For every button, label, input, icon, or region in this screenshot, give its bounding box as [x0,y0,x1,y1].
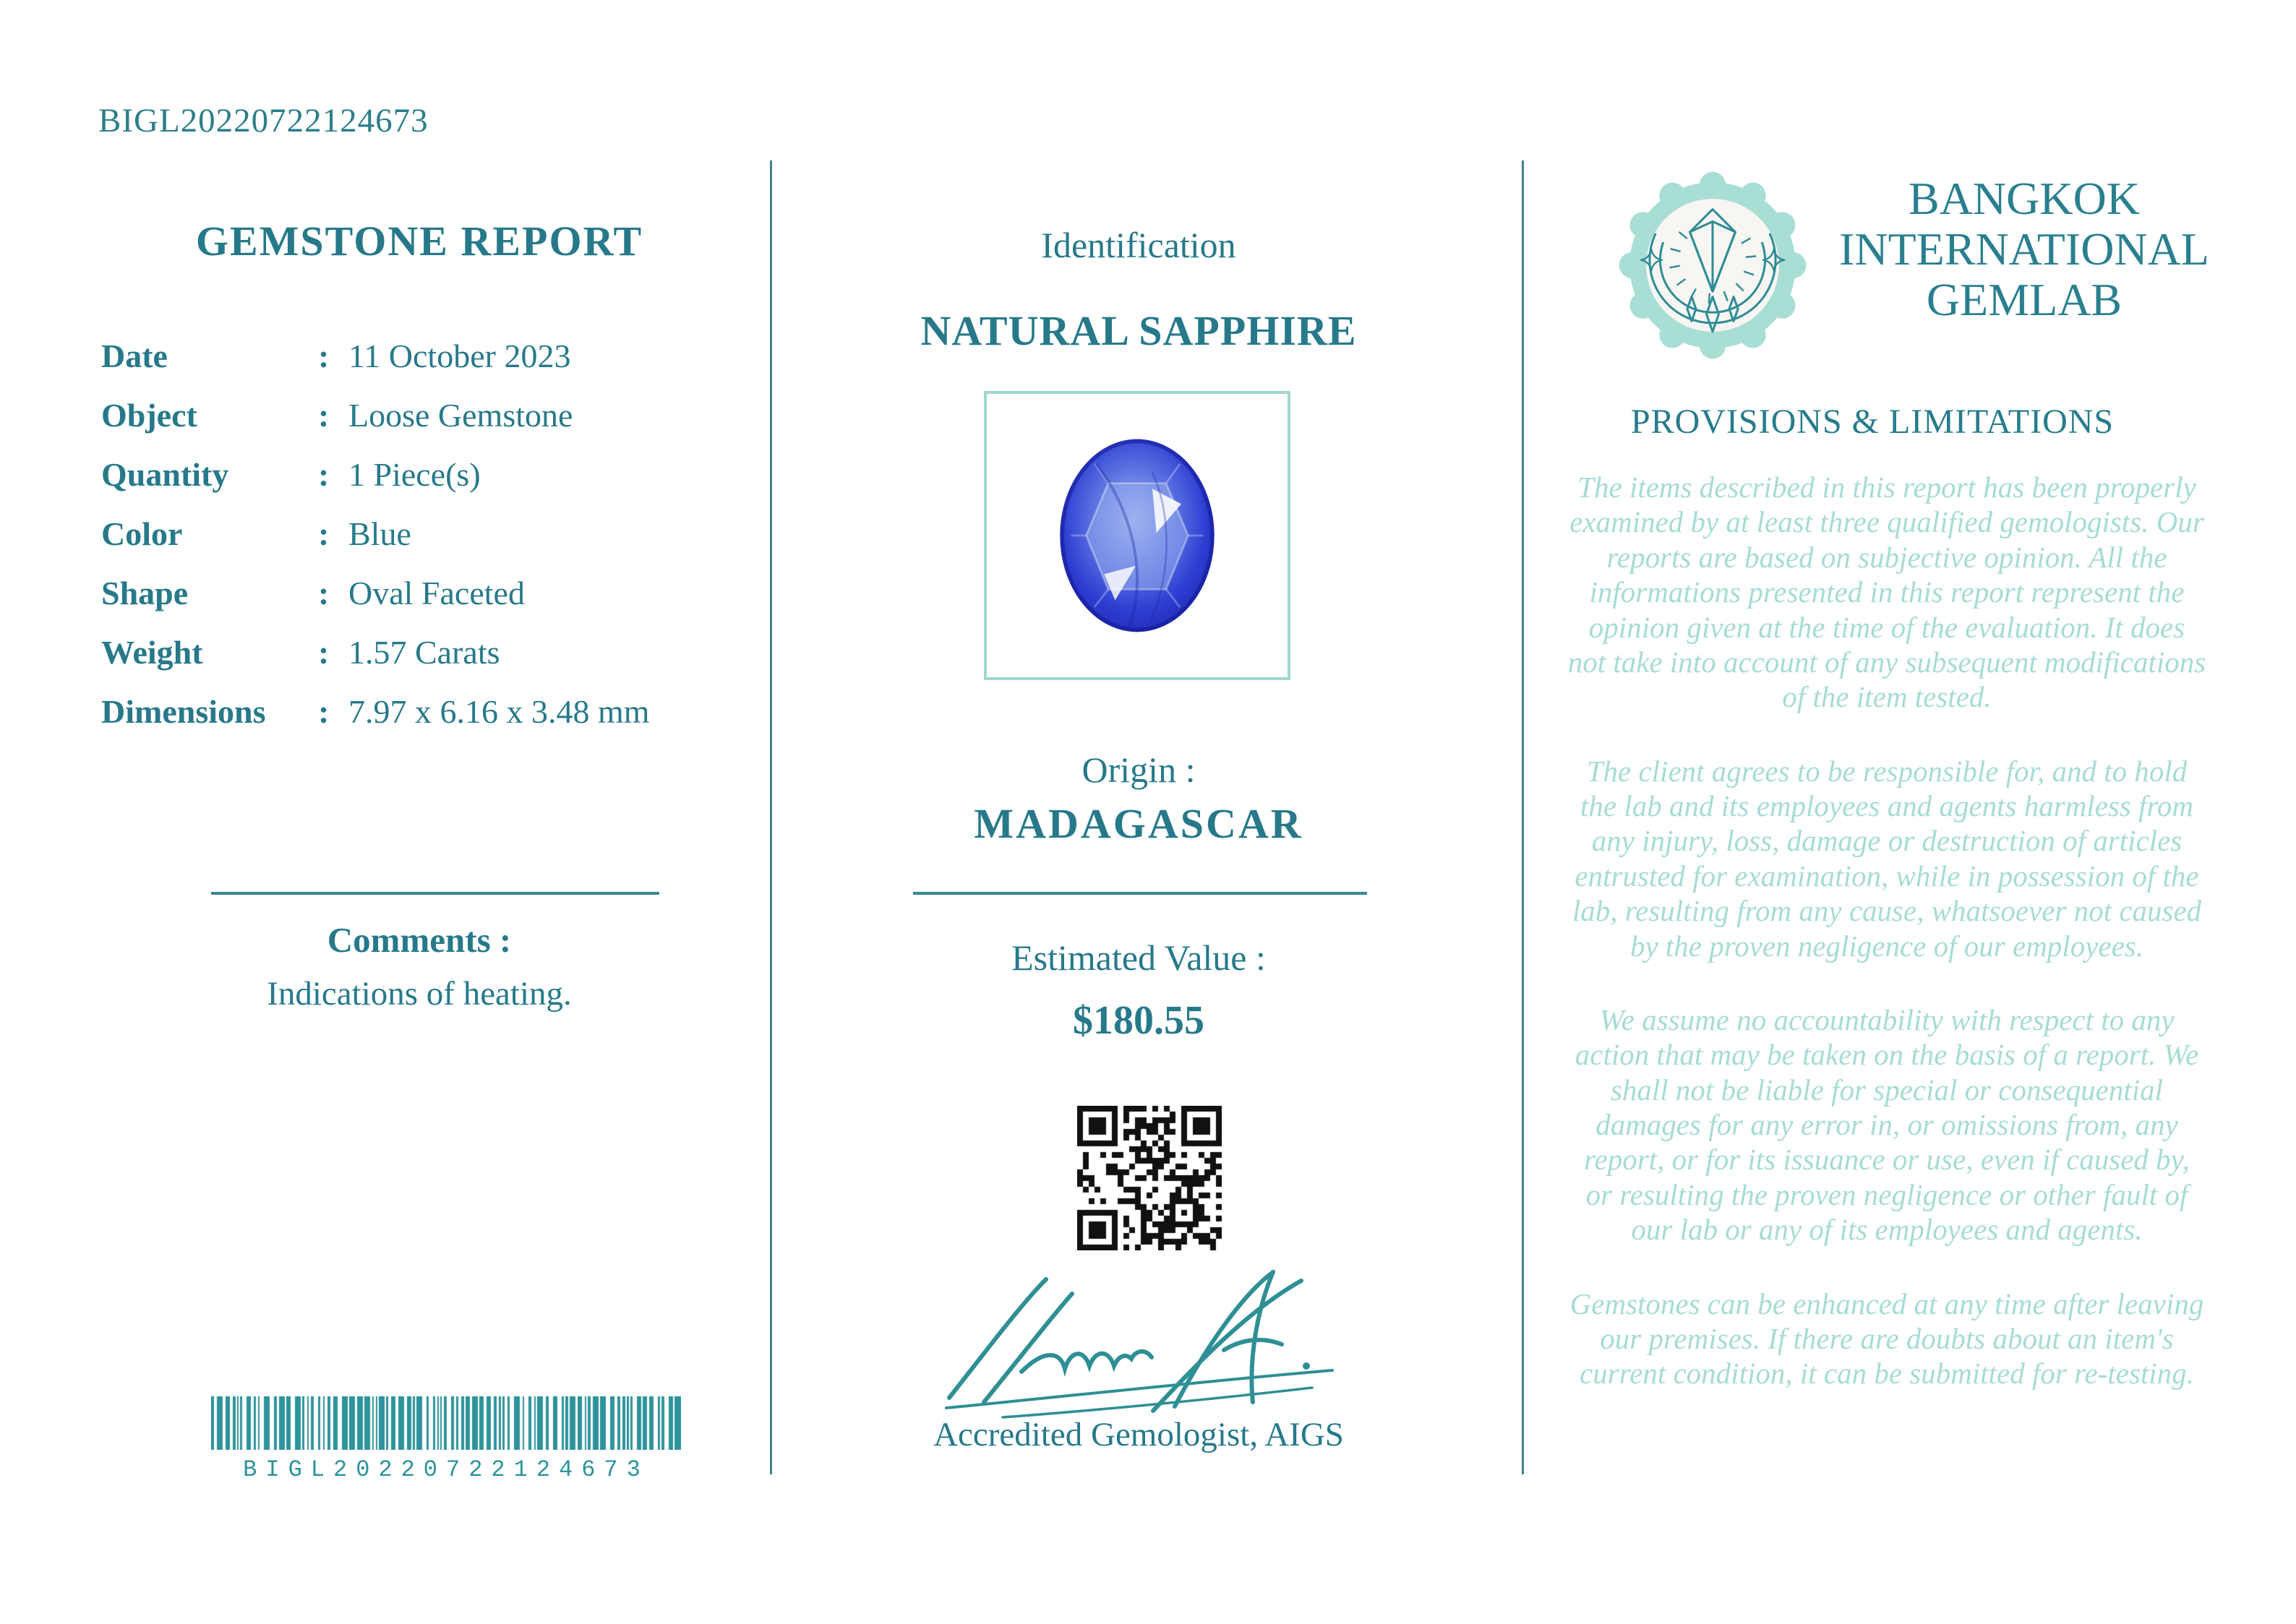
origin-value: MADAGASCAR [974,800,1303,847]
identification-label: Identification [1041,225,1236,265]
field-label: Weight [101,634,203,671]
field-value: Blue [348,515,411,552]
comments-text: Indications of heating. [267,975,572,1013]
field-value: 7.97 x 6.16 x 3.48 mm [348,693,650,730]
barcode [211,1396,681,1483]
field-value: Oval Faceted [348,575,525,611]
estimated-value: $180.55 [1073,998,1204,1043]
field-separator: : [318,515,330,552]
lab-logo [1616,169,1809,361]
value-divider [913,892,1367,895]
field-row-color [101,515,752,574]
field-value: 1.57 Carats [348,634,500,671]
estimated-value-label: Estimated Value : [1011,937,1266,978]
comments-label: Comments : [327,920,512,960]
field-row-date [101,337,752,396]
provisions-paragraphs [1567,470,2206,1430]
lab-name-line3: GEMLAB [1926,274,2122,325]
field-separator: : [318,634,330,671]
provisions-paragraph: We assume no accountability with respect to any action that may be taken on the basis of a report. We shall not be liable for special or consequential damages for any error in, or omissions from, any report, or for its issuance or use, even if caused by, or resulting the proven negligence or other fault of our lab or any of its employees and agents. [1575,1002,2199,1247]
lab-name-line2: INTERNATIONAL [1839,223,2209,275]
origin-label: Origin : [1081,749,1196,790]
field-row-weight [101,633,752,692]
field-row-shape [101,574,752,633]
field-separator: : [318,397,330,434]
field-value: 11 October 2023 [348,338,571,374]
field-row-quantity [101,455,752,515]
field-value: Loose Gemstone [348,397,573,434]
gemlab-badge-icon [1616,169,1809,361]
report-fields [101,337,752,752]
signature [936,1263,1341,1419]
qr-code-image [1077,1106,1222,1250]
field-separator: : [318,575,330,611]
qr-code [1077,1106,1222,1250]
column-divider-left [770,160,772,1474]
field-label: Dimensions [101,693,266,730]
barcode-text: BIGL20220722124673 [243,1456,649,1483]
field-label: Quantity [101,456,229,493]
field-label: Date [101,338,168,374]
provisions-paragraph: Gemstones can be enhanced at any time after leaving our premises. If there are doubts about an item's current condition, it can be submitted for re-testing. [1569,1286,2204,1391]
provisions-title: PROVISIONS & LIMITATIONS [1630,403,2115,441]
field-separator: : [318,456,330,493]
gem-photo-frame [984,391,1290,680]
certificate-number: BIGL20220722124673 [98,102,429,139]
provisions-paragraph: The items described in this report has been properly examined by at least three qualified gemologists. Our reports are based on subjective opinion. All the informations presented in this report represent the opinion given at the time of the evaluation. It does not take into account of any subsequent modifications of the item tested. [1567,471,2206,714]
field-row-object [101,396,752,455]
comments-divider [211,892,659,895]
lab-name-line1: BANGKOK [1909,173,2140,224]
field-label: Color [101,515,183,552]
field-label: Object [101,397,197,434]
signatory-title: Accredited Gemologist, AIGS [933,1416,1344,1453]
stone-name: NATURAL SAPPHIRE [920,307,1357,354]
field-separator: : [318,338,330,374]
field-label: Shape [101,575,189,611]
provisions-paragraph: The client agrees to be responsible for, and to hold the lab and its employees and agents harmless from any injury, loss, damage or destruction of articles entrusted for examination, while in possession of the lab, resulting from any cause, whatsoever not caused by the proven negligence of our employees. [1572,754,2202,963]
report-title: GEMSTONE REPORT [195,218,643,265]
sapphire-gem-image [993,400,1282,671]
signature-image [936,1263,1341,1419]
field-row-dimensions [101,692,752,752]
barcode-bars [211,1396,681,1450]
lab-name [1815,173,2234,325]
column-divider-right [1522,160,1524,1474]
field-value: 1 Piece(s) [348,456,481,493]
field-separator: : [318,693,330,730]
